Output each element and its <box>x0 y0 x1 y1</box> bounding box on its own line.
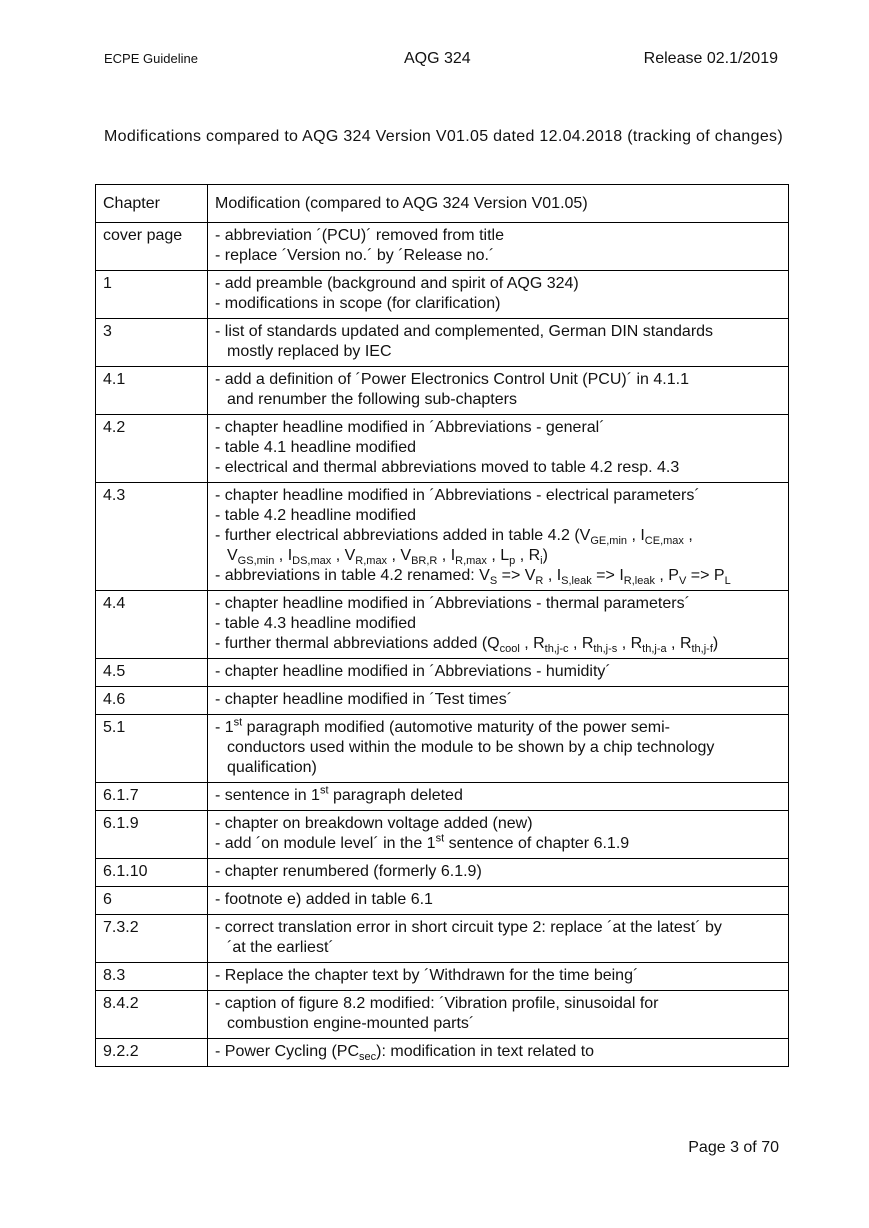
chapter-cell: 8.4.2 <box>96 991 208 1039</box>
header-right: Release 02.1/2019 <box>643 50 778 67</box>
chapter-cell: 6.1.9 <box>96 811 208 859</box>
modification-cell <box>208 223 789 271</box>
text-segment: paragraph deleted <box>328 787 463 804</box>
modification-line: - table 4.1 headline modified <box>215 439 417 456</box>
text-segment: , R <box>515 547 541 564</box>
subscript: R <box>535 575 544 588</box>
table-row <box>96 915 789 963</box>
text-segment: sentence of chapter 6.1.9 <box>444 835 630 852</box>
subscript: BR,R <box>411 555 438 568</box>
modification-line: - chapter renumbered (formerly 6.1.9) <box>215 863 482 880</box>
subscript: th,j-a <box>642 643 667 656</box>
modification-line: - chapter headline modified in ´Abbreviations - electrical parameters´ <box>215 487 700 504</box>
text-segment: - sentence in 1 <box>215 787 320 804</box>
chapter-cell: 8.3 <box>96 963 208 991</box>
modification-cell <box>208 811 789 859</box>
chapter-cell: 6 <box>96 887 208 915</box>
modification-cell <box>208 271 789 319</box>
text-segment: , P <box>654 567 679 584</box>
modification-cell <box>208 659 789 687</box>
text-segment: , R <box>568 635 594 652</box>
text-segment: => P <box>686 567 725 584</box>
column-header-chapter: Chapter <box>96 185 208 223</box>
subscript: th,j-c <box>544 643 569 656</box>
table-row <box>96 1039 789 1067</box>
subscript: th,j-f <box>691 643 713 656</box>
subscript: S,leak <box>561 575 592 588</box>
text-segment: , L <box>486 547 510 564</box>
table-row <box>96 415 789 483</box>
chapter-cell: 6.1.10 <box>96 859 208 887</box>
modification-line: - electrical and thermal abbreviations moved to table 4.2 resp. 4.3 <box>215 459 680 476</box>
modification-line: - chapter headline modified in ´Abbreviations - general´ <box>215 419 605 436</box>
modification-line: - caption of figure 8.2 modified: ´Vibration profile, sinusoidal for <box>215 995 659 1012</box>
table-row <box>96 859 789 887</box>
modification-line <box>215 546 782 566</box>
modification-line: - chapter on breakdown voltage added (new) <box>215 815 533 832</box>
text-segment: => V <box>497 567 536 584</box>
text-segment: , I <box>437 547 456 564</box>
modification-line: and renumber the following sub-chapters <box>227 391 517 408</box>
table-row <box>96 659 789 687</box>
chapter-cell: 4.3 <box>96 483 208 591</box>
modification-line <box>215 718 782 738</box>
modification-line <box>215 1042 782 1062</box>
text-segment: - further thermal abbreviations added (Q <box>215 635 500 652</box>
modification-line: - table 4.2 headline modified <box>215 507 417 524</box>
text-segment: - 1 <box>215 719 234 736</box>
modification-line: qualification) <box>227 759 317 776</box>
modification-line: - footnote e) added in table 6.1 <box>215 891 433 908</box>
text-segment: ) <box>712 635 719 652</box>
page-number: Page 3 of 70 <box>688 1139 779 1156</box>
subscript: th,j-s <box>593 643 618 656</box>
modification-line: ´at the earliest´ <box>227 939 334 956</box>
modification-cell <box>208 991 789 1039</box>
text-segment: , I <box>627 527 645 544</box>
modification-line: conductors used within the module to be shown by a chip technology <box>227 739 715 756</box>
subscript: V <box>678 575 687 588</box>
header-left: ECPE Guideline <box>104 51 198 66</box>
table-row <box>96 591 789 659</box>
text-segment: , I <box>543 567 562 584</box>
table-row <box>96 991 789 1039</box>
table-row <box>96 783 789 811</box>
modification-line <box>215 526 782 546</box>
subscript: sec <box>359 1051 377 1064</box>
modification-line <box>215 834 782 854</box>
text-segment: - add ´on module level´ in the 1 <box>215 835 436 852</box>
superscript: st <box>319 784 329 797</box>
subscript: L <box>724 575 731 588</box>
subscript: R,leak <box>623 575 655 588</box>
subscript: R,max <box>355 555 388 568</box>
text-segment: , <box>683 527 693 544</box>
modification-line: - chapter headline modified in ´Test times´ <box>215 691 513 708</box>
intro-text: Modifications compared to AQG 324 Version V01.05 dated 12.04.2018 (tracking of changes) <box>104 128 783 145</box>
modification-cell <box>208 887 789 915</box>
modification-line: - add a definition of ´Power Electronics Control Unit (PCU)´ in 4.1.1 <box>215 371 689 388</box>
chapter-cell: cover page <box>96 223 208 271</box>
modification-cell <box>208 415 789 483</box>
subscript: p <box>509 555 516 568</box>
table-row <box>96 963 789 991</box>
text-segment: ) <box>542 547 548 564</box>
chapter-cell: 4.2 <box>96 415 208 483</box>
modification-line: - replace ´Version no.´ by ´Release no.´ <box>215 247 495 264</box>
chapter-cell: 3 <box>96 319 208 367</box>
subscript: GE,min <box>590 535 628 548</box>
modifications-table <box>95 184 789 1067</box>
subscript: S <box>489 575 498 588</box>
modification-cell <box>208 963 789 991</box>
modification-cell <box>208 367 789 415</box>
text-segment: - abbreviations in table 4.2 renamed: V <box>215 567 490 584</box>
modification-cell <box>208 319 789 367</box>
text-segment: paragraph modified (automotive maturity of the power semi- <box>242 719 670 736</box>
subscript: R,max <box>455 555 487 568</box>
text-segment: - Power Cycling (PC <box>215 1043 360 1060</box>
chapter-cell: 4.4 <box>96 591 208 659</box>
chapter-cell: 4.6 <box>96 687 208 715</box>
text-segment: => I <box>591 567 624 584</box>
modification-cell <box>208 915 789 963</box>
modification-cell <box>208 783 789 811</box>
table-row <box>96 319 789 367</box>
table-row <box>96 687 789 715</box>
text-segment: , V <box>387 547 412 564</box>
chapter-cell: 4.1 <box>96 367 208 415</box>
subscript: i <box>540 555 543 568</box>
table-row <box>96 367 789 415</box>
subscript: DS,max <box>292 555 332 568</box>
table-row <box>96 483 789 591</box>
text-segment: , I <box>274 547 293 564</box>
table-row <box>96 887 789 915</box>
subscript: cool <box>499 643 520 656</box>
text-segment: , V <box>331 547 356 564</box>
modification-line <box>215 634 782 654</box>
modification-cell <box>208 1039 789 1067</box>
text-segment: - further electrical abbreviations added in table 4.2 (V <box>215 527 591 544</box>
header-center: AQG 324 <box>404 50 471 67</box>
chapter-cell: 1 <box>96 271 208 319</box>
modification-line: - add preamble (background and spirit of AQG 324) <box>215 275 579 292</box>
text-segment: , R <box>666 635 692 652</box>
modification-line: mostly replaced by IEC <box>227 343 392 360</box>
chapter-cell: 7.3.2 <box>96 915 208 963</box>
table-row <box>96 715 789 783</box>
modification-cell <box>208 483 789 591</box>
text-segment: V <box>227 547 238 564</box>
text-segment: , R <box>617 635 643 652</box>
modification-cell <box>208 859 789 887</box>
modification-cell <box>208 591 789 659</box>
modification-line <box>215 786 782 806</box>
chapter-cell: 5.1 <box>96 715 208 783</box>
table-row <box>96 271 789 319</box>
modification-line: combustion engine-mounted parts´ <box>227 1015 475 1032</box>
modification-line: - Replace the chapter text by ´Withdrawn for the time being´ <box>215 967 639 984</box>
subscript: CE,max <box>644 535 684 548</box>
table-header-row <box>96 185 789 223</box>
subscript: GS,min <box>237 555 275 568</box>
modification-cell <box>208 687 789 715</box>
text-segment: , R <box>519 635 545 652</box>
chapter-cell: 9.2.2 <box>96 1039 208 1067</box>
modification-line <box>215 566 782 586</box>
chapter-cell: 6.1.7 <box>96 783 208 811</box>
modification-line: - chapter headline modified in ´Abbreviations - humidity´ <box>215 663 611 680</box>
chapter-cell: 4.5 <box>96 659 208 687</box>
modification-line: - modifications in scope (for clarification) <box>215 295 501 312</box>
modification-line: - table 4.3 headline modified <box>215 615 417 632</box>
column-header-modification: Modification (compared to AQG 324 Version V01.05) <box>208 185 789 223</box>
table-row <box>96 811 789 859</box>
modification-line: - chapter headline modified in ´Abbreviations - thermal parameters´ <box>215 595 690 612</box>
modification-cell <box>208 715 789 783</box>
superscript: st <box>435 832 445 845</box>
modification-line: - list of standards updated and complemented, German DIN standards <box>215 323 714 340</box>
superscript: st <box>233 716 243 729</box>
text-segment: ): modification in text related to <box>376 1043 595 1060</box>
table-row <box>96 223 789 271</box>
modification-line: - correct translation error in short circuit type 2: replace ´at the latest´ by <box>215 919 722 936</box>
modification-line: - abbreviation ´(PCU)´ removed from title <box>215 227 504 244</box>
